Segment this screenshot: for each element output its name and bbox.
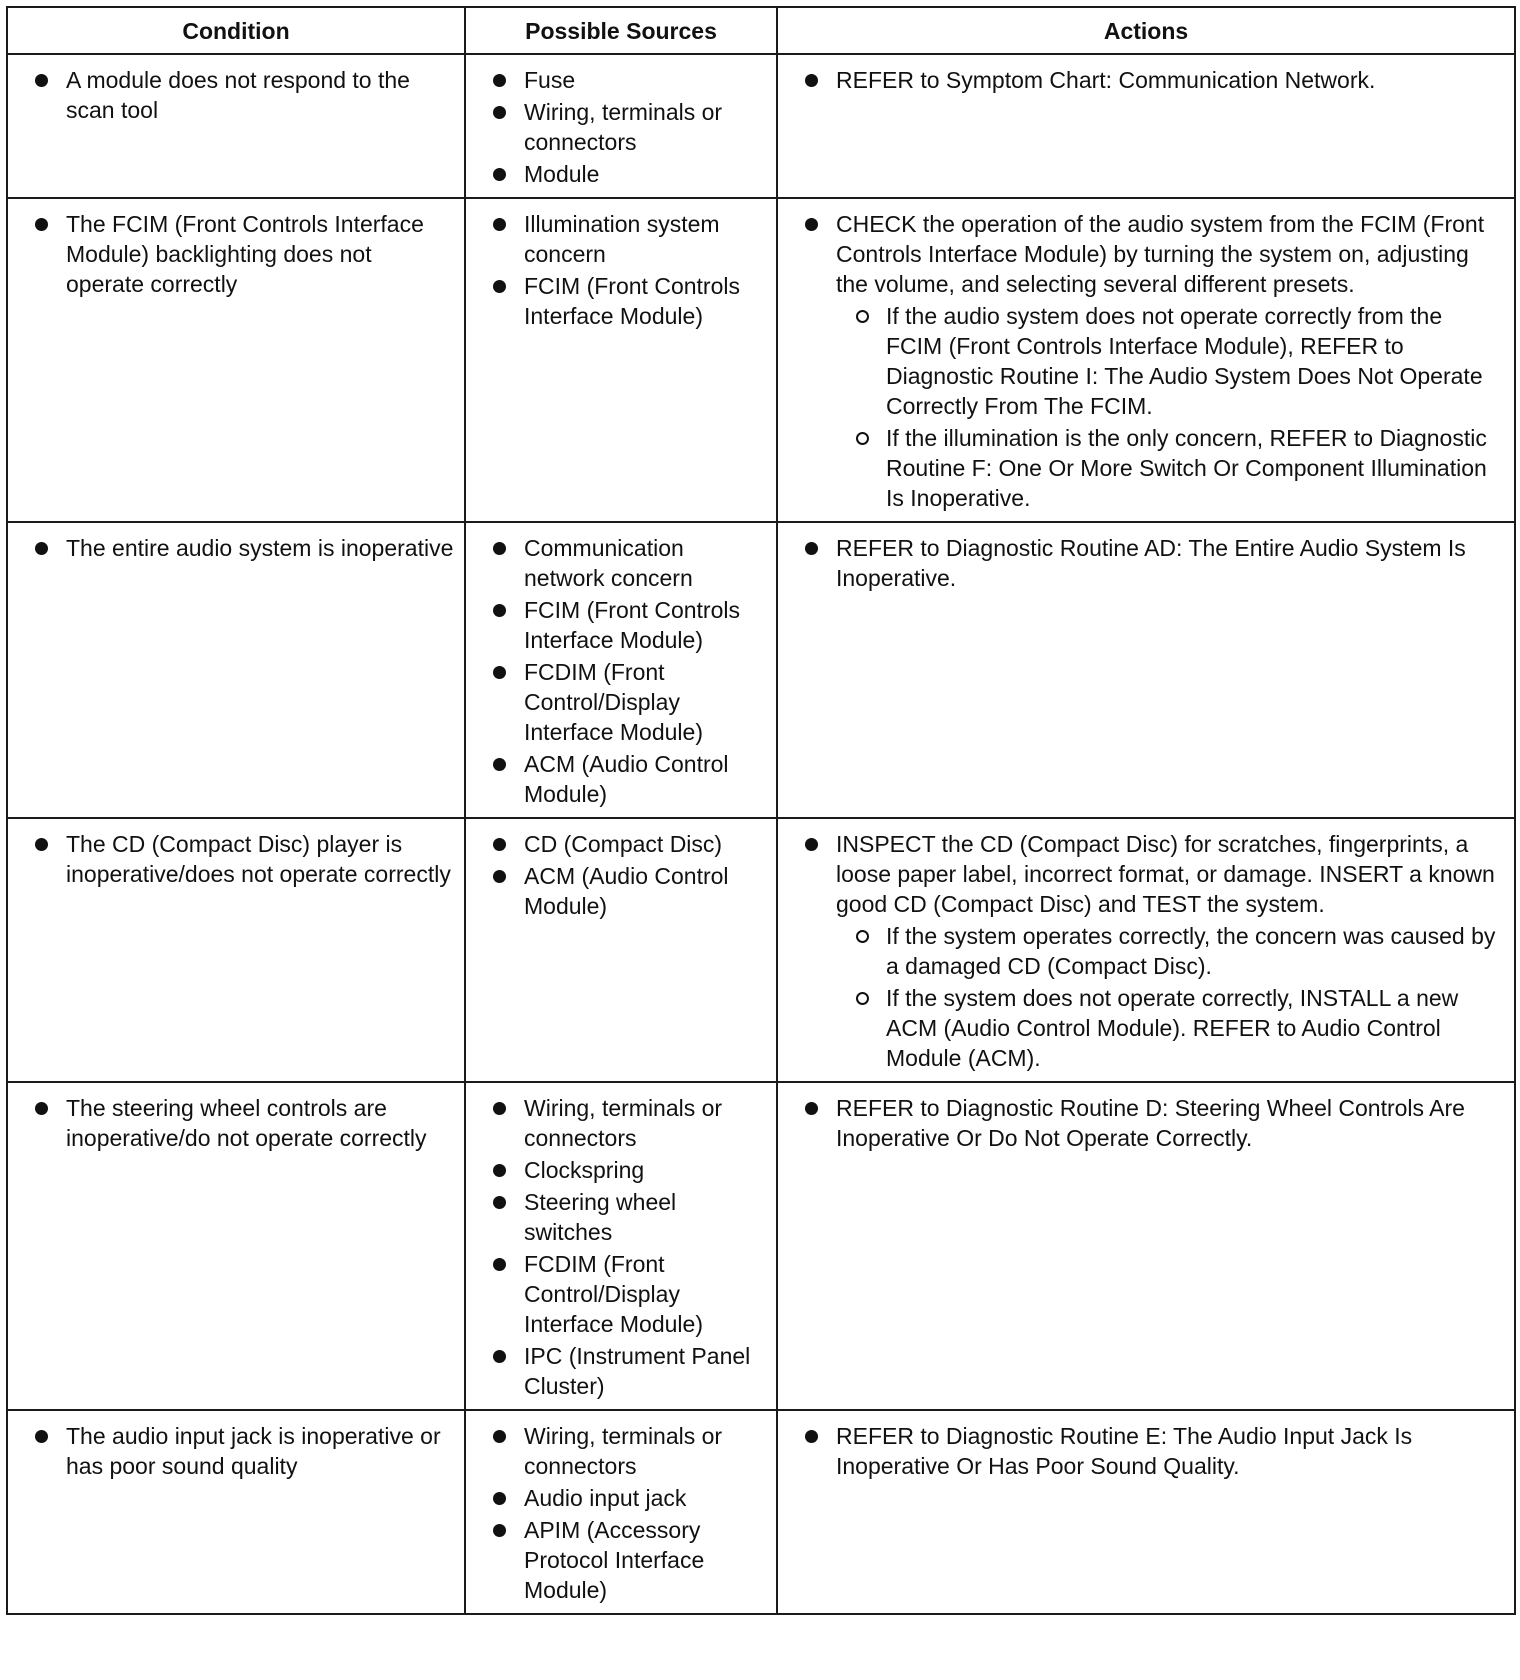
condition-text: The FCIM (Front Controls Interface Module) backlighting does not operate correctly [8,209,454,299]
action-item [778,1421,1504,1481]
source-item: Steering wheel switches [466,1187,766,1247]
action-text: CHECK the operation of the audio system from the FCIM (Front Controls Interface Module) by turning the system on, adjusting the volume, and selecting several different presets. [836,211,1485,297]
source-item: FCDIM (Front Control/Display Interface Module) [466,1249,766,1339]
sources-cell [465,818,777,1082]
header-actions: Actions [777,7,1515,54]
actions-cell [777,198,1515,522]
action-text: REFER to Symptom Chart: Communication Network. [836,67,1376,93]
header-condition: Condition [7,7,465,54]
header-possible-sources: Possible Sources [465,7,777,54]
source-item: Illumination system concern [466,209,766,269]
condition-text: The entire audio system is inoperative [8,533,454,563]
source-item: CD (Compact Disc) [466,829,766,859]
table-row [7,522,1515,818]
condition-cell [7,818,465,1082]
sources-cell [465,54,777,198]
action-text: REFER to Diagnostic Routine D: Steering Wheel Controls Are Inoperative Or Do Not Operate Correctly. [836,1095,1465,1151]
action-subitem: If the system operates correctly, the concern was caused by a damaged CD (Compact Disc). [836,921,1504,981]
condition-list [8,55,464,133]
condition-cell [7,198,465,522]
symptom-chart [6,6,1514,1615]
header-row [7,7,1515,54]
actions-cell [777,1410,1515,1614]
source-item: FCIM (Front Controls Interface Module) [466,271,766,331]
sources-cell [465,522,777,818]
source-item: Fuse [466,65,766,95]
condition-text: The audio input jack is inoperative or has poor sound quality [8,1421,454,1481]
sources-list [466,1411,776,1613]
condition-list [8,523,464,571]
sources-list [466,55,776,197]
action-text: INSPECT the CD (Compact Disc) for scratches, fingerprints, a loose paper label, incorrect format, or damage. INSERT a known good CD (Compact Disc) and TEST the system. [836,831,1495,917]
sources-list [466,199,776,339]
action-sublist [836,921,1504,1073]
condition-cell [7,1410,465,1614]
actions-list [778,819,1514,1081]
source-item: ACM (Audio Control Module) [466,749,766,809]
source-item: Communication network concern [466,533,766,593]
source-item: Wiring, terminals or connectors [466,1421,766,1481]
table-row [7,54,1515,198]
source-item: ACM (Audio Control Module) [466,861,766,921]
condition-text: A module does not respond to the scan tool [8,65,454,125]
table-row [7,1410,1515,1614]
action-item [778,1093,1504,1153]
action-sublist [836,301,1504,513]
source-item: APIM (Accessory Protocol Interface Module) [466,1515,766,1605]
condition-list [8,1411,464,1489]
sources-cell [465,198,777,522]
condition-text: The CD (Compact Disc) player is inoperative/does not operate correctly [8,829,454,889]
actions-cell [777,1082,1515,1410]
source-item: Audio input jack [466,1483,766,1513]
actions-list [778,523,1514,601]
action-text: REFER to Diagnostic Routine AD: The Entire Audio System Is Inoperative. [836,535,1466,591]
condition-list [8,819,464,897]
sources-list [466,819,776,929]
actions-list [778,1083,1514,1161]
actions-list [778,199,1514,521]
symptom-table [6,6,1516,1615]
condition-list [8,1083,464,1161]
action-item [778,209,1504,513]
source-item: FCDIM (Front Control/Display Interface Module) [466,657,766,747]
sources-cell [465,1082,777,1410]
action-subitem: If the illumination is the only concern, REFER to Diagnostic Routine F: One Or More Switch Or Component Illumination Is Inoperative. [836,423,1504,513]
actions-list [778,55,1514,103]
condition-cell [7,1082,465,1410]
sources-list [466,523,776,817]
sources-list [466,1083,776,1409]
actions-cell [777,54,1515,198]
condition-text: The steering wheel controls are inoperative/do not operate correctly [8,1093,454,1153]
actions-cell [777,522,1515,818]
source-item: IPC (Instrument Panel Cluster) [466,1341,766,1401]
sources-cell [465,1410,777,1614]
condition-cell [7,54,465,198]
actions-cell [777,818,1515,1082]
table-row [7,1082,1515,1410]
actions-list [778,1411,1514,1489]
condition-cell [7,522,465,818]
action-subitem: If the system does not operate correctly, INSTALL a new ACM (Audio Control Module). REFER to Audio Control Module (ACM). [836,983,1504,1073]
source-item: Wiring, terminals or connectors [466,1093,766,1153]
condition-list [8,199,464,307]
action-subitem: If the audio system does not operate correctly from the FCIM (Front Controls Interface Module), REFER to Diagnostic Routine I: The Audio System Does Not Operate Correctly From The FCIM. [836,301,1504,421]
source-item: Module [466,159,766,189]
source-item: Wiring, terminals or connectors [466,97,766,157]
source-item: FCIM (Front Controls Interface Module) [466,595,766,655]
table-row [7,818,1515,1082]
table-row [7,198,1515,522]
action-text: REFER to Diagnostic Routine E: The Audio Input Jack Is Inoperative Or Has Poor Sound Quality. [836,1423,1413,1479]
action-item [778,533,1504,593]
action-item [778,829,1504,1073]
source-item: Clockspring [466,1155,766,1185]
action-item [778,65,1504,95]
